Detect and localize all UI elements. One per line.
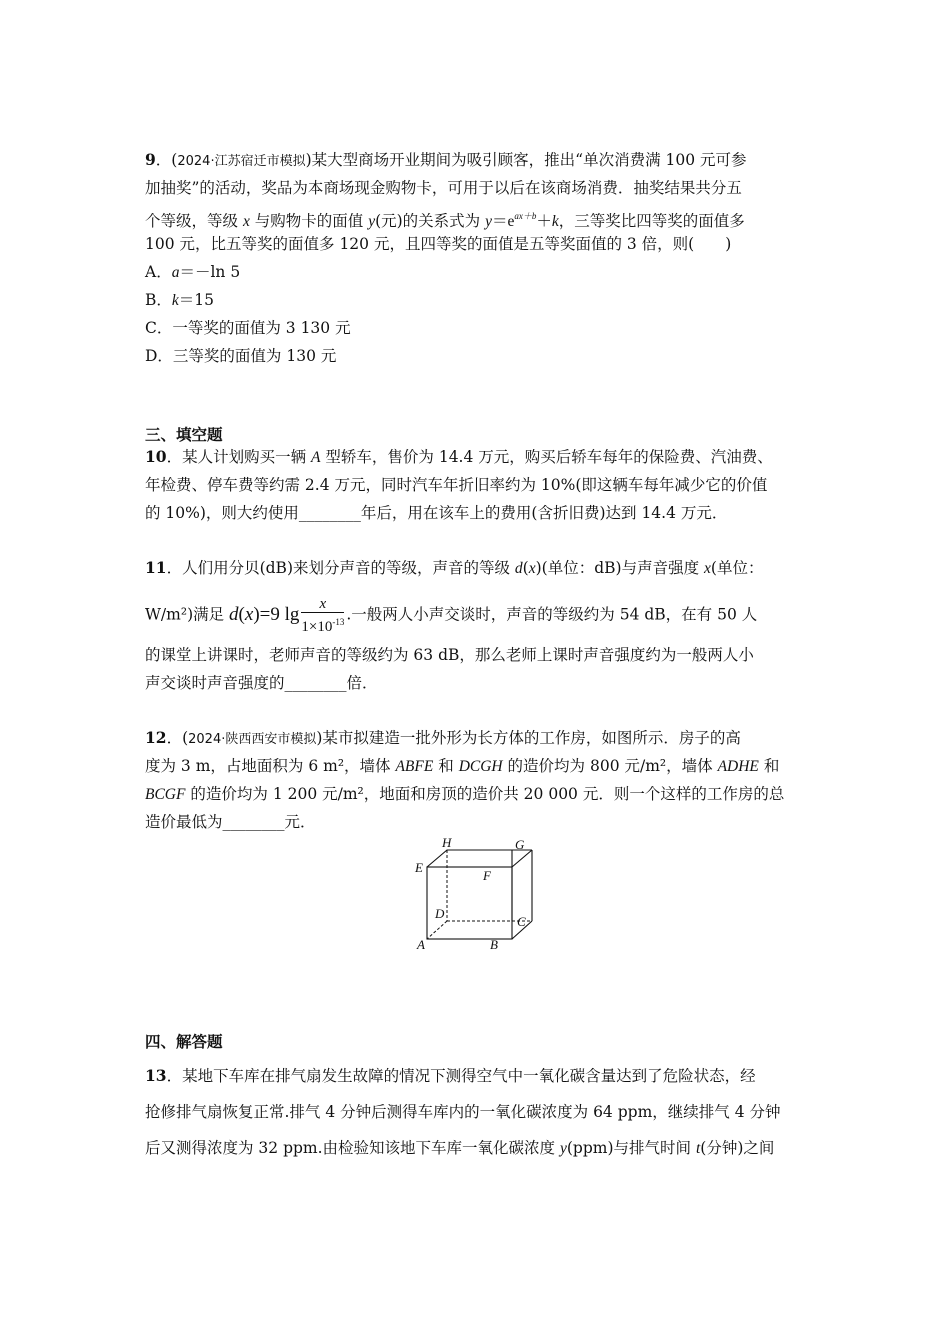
q9-number: 9 — [145, 150, 156, 169]
vertex-label-b: B — [490, 937, 498, 952]
q9-option-d: D．三等奖的面值为 130 元 — [145, 347, 337, 365]
q11-line-3: 的课堂上讲课时，老师声音的等级约为 63 dB，那么老师上课时声音强度约为一般两人小 — [145, 646, 754, 664]
cuboid-front-face — [427, 867, 512, 939]
q9-line-4: 100 元，比五等奖的面值多 120 元，且四等奖的面值是五等奖面值的 3 倍，则( ) — [145, 235, 732, 253]
vertex-label-c: C — [517, 914, 526, 929]
q12-source: 2024·陕西西安市模拟 — [188, 732, 317, 747]
q9-line-1: 9．(2024·江苏宿迁市模拟)某大型商场开业期间为吸引顾客，推出“单次消费满 100 元可参 — [145, 150, 747, 169]
q12-line-4: 造价最低为________元． — [145, 813, 316, 831]
q13-number: 13 — [145, 1066, 167, 1085]
q10-line-1: 10．某人计划购买一辆 A 型轿车，售价为 14.4 万元，购买后轿车每年的保险费、汽油费、 — [145, 447, 773, 466]
q13-line-3: 后又测得浓度为 32 ppm.由检验知该地下车库一氧化碳浓度 y(ppm)与排气时间 t(分钟)之间 — [145, 1139, 775, 1157]
q12-line-3: BCGF 的造价均为 1 200 元/m²，地面和房顶的造价共 20 000 元．则一个这样的工作房的总 — [145, 785, 785, 803]
q12-line-2: 度为 3 m，占地面积为 6 m²，墙体 ABFE 和 DCGH 的造价均为 800 元/m²，墙体 ADHE 和 — [145, 757, 780, 775]
vertex-label-d: D — [435, 906, 445, 921]
vertex-label-h: H — [442, 835, 452, 850]
q11-number: 11 — [145, 558, 167, 577]
q13-line-2: 抢修排气扇恢复正常.排气 4 分钟后测得车库内的一氧化碳浓度为 64 ppm，继续排气 4 分钟 — [145, 1103, 781, 1121]
q11-line-1: 11．人们用分贝(dB)来划分声音的等级，声音的等级 d(x)(单位：dB)与声音强度 x(单位： — [145, 558, 764, 577]
cuboid-top-right-edge — [512, 850, 532, 867]
q12-line-1: 12．(2024·陕西西安市模拟)某市拟建造一批外形为长方体的工作房，如图所示．房子的高 — [145, 728, 741, 747]
q9-source: 2024·江苏宿迁市模拟 — [177, 154, 306, 169]
q13-line-1: 13．某地下车库在排气扇发生故障的情况下测得空气中一氧化碳含量达到了危险状态，经 — [145, 1066, 756, 1085]
q11-line-4: 声交谈时声音强度的________倍． — [145, 674, 378, 692]
q12-number: 12 — [145, 728, 167, 747]
q11-fraction: $\frac{x}{1\times 10^{-13}}$ — [301, 596, 345, 635]
q9-formula: $y=e^{ax+b}+k$ — [485, 211, 559, 230]
q9-line-2: 加抽奖”的活动，奖品为本商场现金购物卡，可用于以后在该商场消费．抽奖结果共分五 — [145, 179, 742, 197]
q9-option-c: C．一等奖的面值为 3 130 元 — [145, 319, 351, 337]
q11-line-2: W/m²)满足 d(x)=9 lg $\frac{x}{1\times 10^{-13}}$ .一般两人小声交谈时，声音的等级约为 54 dB，在有 50 人 — [145, 596, 758, 635]
q9-option-a: A．a＝－ln 5 — [145, 263, 241, 281]
q11-formula: d(x)=9 lg $\frac{x}{1\times 10^{-13}}$ — [229, 596, 345, 635]
q9-option-b: B．k＝15 — [145, 291, 215, 309]
section-heading-fill-in: 三、填空题 — [145, 425, 223, 444]
q10-number: 10 — [145, 447, 167, 466]
q9-line-3: 个等级，等级 x 与购物卡的面值 y(元)的关系式为 $y=e^{ax+b}+k$，三等奖比四等奖的面值多 — [145, 211, 745, 230]
vertex-label-a: A — [417, 937, 425, 952]
section-heading-answer: 四、解答题 — [145, 1032, 223, 1051]
cuboid-hidden-edge-da — [427, 921, 447, 939]
vertex-label-f: F — [483, 868, 491, 883]
cuboid-figure — [405, 832, 545, 957]
q10-line-3: 的 10%)，则大约使用________年后，用在该车上的费用(含折旧费)达到 14.4 万元． — [145, 504, 728, 522]
vertex-label-g: G — [515, 837, 525, 852]
q10-line-2: 年检费、停车费等约需 2.4 万元，同时汽车年折旧率约为 10%(即这辆车每年减少它的价值 — [145, 476, 768, 494]
vertex-label-e: E — [415, 860, 423, 875]
